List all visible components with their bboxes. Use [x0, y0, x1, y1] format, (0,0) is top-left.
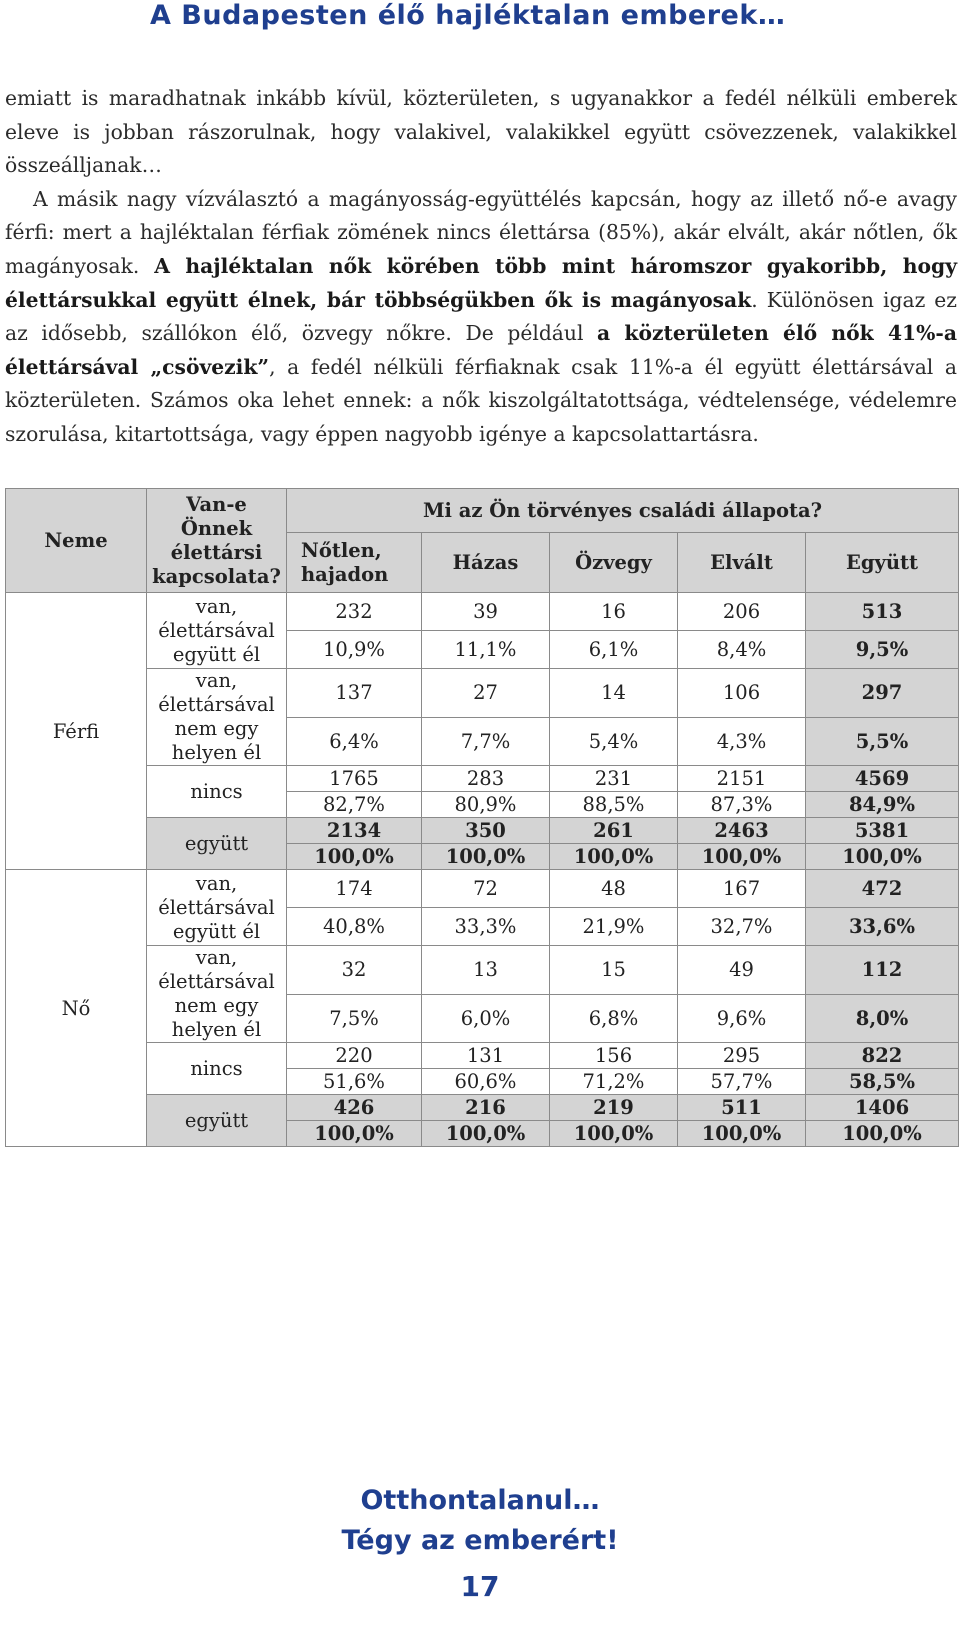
percent-cell: 88,5%: [550, 792, 678, 818]
percent-cell: 80,9%: [422, 792, 550, 818]
percent-cell: 87,3%: [678, 792, 806, 818]
count-cell: 131: [422, 1043, 550, 1069]
relationship-label: együtt: [147, 1095, 287, 1147]
percent-cell: 33,6%: [806, 908, 959, 946]
count-cell: 822: [806, 1043, 959, 1069]
percent-cell: 5,5%: [806, 717, 959, 766]
count-cell: 16: [550, 593, 678, 631]
count-cell: 219: [550, 1095, 678, 1121]
percent-cell: 100,0%: [806, 844, 959, 870]
percent-cell: 11,1%: [422, 631, 550, 669]
table-body: [6, 593, 959, 1147]
percent-cell: 100,0%: [422, 1121, 550, 1147]
percent-cell: 32,7%: [678, 908, 806, 946]
percent-cell: 21,9%: [550, 908, 678, 946]
percent-cell: 7,7%: [422, 717, 550, 766]
paragraph-2-part-a: A másik nagy vízválasztó a magányosság-együttélés kapcsán, hogy az illető nő-e avagy férfi: mert a hajléktalan férfiak zömének nincs élettársa (85%), akár elvált, akár nőtlen, ők magányosak.: [5, 186, 957, 278]
count-cell: 15: [550, 946, 678, 995]
percent-cell: 84,9%: [806, 792, 959, 818]
percent-cell: 51,6%: [287, 1069, 422, 1095]
count-cell: 72: [422, 870, 550, 908]
count-cell: 32: [287, 946, 422, 995]
count-cell: 27: [422, 669, 550, 718]
percent-cell: 6,4%: [287, 717, 422, 766]
count-cell: 1765: [287, 766, 422, 792]
table-row: [6, 593, 959, 631]
table-row: [6, 946, 959, 995]
count-cell: 283: [422, 766, 550, 792]
count-cell: 1406: [806, 1095, 959, 1121]
relationship-label: együtt: [147, 818, 287, 870]
table-row: [6, 870, 959, 908]
relationship-label: nincs: [147, 766, 287, 818]
count-cell: 216: [422, 1095, 550, 1121]
percent-cell: 58,5%: [806, 1069, 959, 1095]
count-cell: 297: [806, 669, 959, 718]
count-cell: 4569: [806, 766, 959, 792]
percent-cell: 7,5%: [287, 994, 422, 1043]
count-cell: 137: [287, 669, 422, 718]
percent-cell: 60,6%: [422, 1069, 550, 1095]
count-cell: 112: [806, 946, 959, 995]
header-col-divorced: Elvált: [678, 533, 806, 593]
count-cell: 206: [678, 593, 806, 631]
count-cell: 2463: [678, 818, 806, 844]
percent-cell: 100,0%: [550, 1121, 678, 1147]
count-cell: 231: [550, 766, 678, 792]
marital-status-table: [5, 488, 959, 1147]
relationship-label: van, élettársával nem egy helyen él: [147, 669, 287, 766]
paragraph-2-emphasis-1: A hajléktalan nők körében több mint háromszor gyakoribb, hogy élettársukkal együtt élnek, bár többségükben ők is magányosak: [5, 253, 957, 312]
count-cell: 2134: [287, 818, 422, 844]
percent-cell: 33,3%: [422, 908, 550, 946]
count-cell: 232: [287, 593, 422, 631]
footer-line-2: Tégy az emberért!: [341, 1525, 619, 1556]
percent-cell: 9,5%: [806, 631, 959, 669]
relationship-label: van, élettársával együtt él: [147, 593, 287, 669]
paragraph-2-emphasis-2: a közterületen élő nők 41%-a élettársával „csövezik”: [5, 321, 957, 379]
header-col-widowed: Özvegy: [550, 533, 678, 593]
percent-cell: 8,4%: [678, 631, 806, 669]
percent-cell: 9,6%: [678, 994, 806, 1043]
header-col-single: Nőtlen, hajadon: [287, 533, 422, 593]
percent-cell: 82,7%: [287, 792, 422, 818]
count-cell: 426: [287, 1095, 422, 1121]
count-cell: 295: [678, 1043, 806, 1069]
relationship-label: van, élettársával nem egy helyen él: [147, 946, 287, 1043]
header-gender: Neme: [6, 489, 147, 593]
percent-cell: 71,2%: [550, 1069, 678, 1095]
header-col-married: Házas: [422, 533, 550, 593]
table-row: [6, 669, 959, 718]
count-cell: 511: [678, 1095, 806, 1121]
percent-cell: 4,3%: [678, 717, 806, 766]
percent-cell: 6,1%: [550, 631, 678, 669]
count-cell: 350: [422, 818, 550, 844]
percent-cell: 100,0%: [678, 844, 806, 870]
percent-cell: 57,7%: [678, 1069, 806, 1095]
percent-cell: 100,0%: [550, 844, 678, 870]
page-number: 17: [460, 1570, 500, 1603]
percent-cell: 8,0%: [806, 994, 959, 1043]
percent-cell: 6,8%: [550, 994, 678, 1043]
count-cell: 13: [422, 946, 550, 995]
header-marital-status-group: Mi az Ön törvényes családi állapota?: [287, 489, 959, 533]
count-cell: 174: [287, 870, 422, 908]
count-cell: 106: [678, 669, 806, 718]
count-cell: 14: [550, 669, 678, 718]
count-cell: 167: [678, 870, 806, 908]
count-cell: 2151: [678, 766, 806, 792]
relationship-label: van, élettársával együtt él: [147, 870, 287, 946]
table-row: [6, 766, 959, 792]
percent-cell: 100,0%: [287, 1121, 422, 1147]
body-text: [5, 82, 957, 452]
percent-cell: 100,0%: [806, 1121, 959, 1147]
count-cell: 513: [806, 593, 959, 631]
gender-cell: Nő: [6, 870, 147, 1147]
footer-line-1: Otthontalanul…: [360, 1485, 600, 1516]
count-cell: 5381: [806, 818, 959, 844]
count-cell: 472: [806, 870, 959, 908]
percent-cell: 100,0%: [678, 1121, 806, 1147]
count-cell: 261: [550, 818, 678, 844]
paragraph-2: [5, 183, 957, 452]
percent-cell: 40,8%: [287, 908, 422, 946]
percent-cell: 100,0%: [422, 844, 550, 870]
paragraph-1: emiatt is maradhatnak inkább kívül, közterületen, s ugyanakkor a fedél nélküli emberek eleve is jobban rászorulnak, hogy valakivel, valakikkel együtt csövezzenek, valakikkel összeálljanak…: [5, 86, 957, 178]
percent-cell: 6,0%: [422, 994, 550, 1043]
page-header-title: A Budapesten élő hajléktalan emberek…: [150, 0, 786, 31]
percent-cell: 5,4%: [550, 717, 678, 766]
paragraph-2-part-e: , a fedél nélküli férfiaknak csak 11%-a él együtt élettársával a közterületen. Számos oka lehet ennek: a nők kiszolgáltatottsága, védtelensége, védelemre szorulása, kitartottsága, vagy éppen nagyobb igénye a kapcsolattartásra.: [5, 354, 957, 446]
paragraph-2-part-c: . Különösen igaz ez az idősebb, szállókon élő, özvegy nőkre. De például: [5, 287, 957, 346]
table-row: [6, 1095, 959, 1121]
relationship-label: nincs: [147, 1043, 287, 1095]
count-cell: 156: [550, 1043, 678, 1069]
gender-cell: Férfi: [6, 593, 147, 870]
percent-cell: 10,9%: [287, 631, 422, 669]
table-row: [6, 1043, 959, 1069]
count-cell: 220: [287, 1043, 422, 1069]
count-cell: 39: [422, 593, 550, 631]
header-col-total: Együtt: [806, 533, 959, 593]
header-relationship: Van-e Önnek élettársi kapcsolata?: [147, 489, 287, 593]
table-row: [6, 818, 959, 844]
count-cell: 48: [550, 870, 678, 908]
percent-cell: 100,0%: [287, 844, 422, 870]
count-cell: 49: [678, 946, 806, 995]
